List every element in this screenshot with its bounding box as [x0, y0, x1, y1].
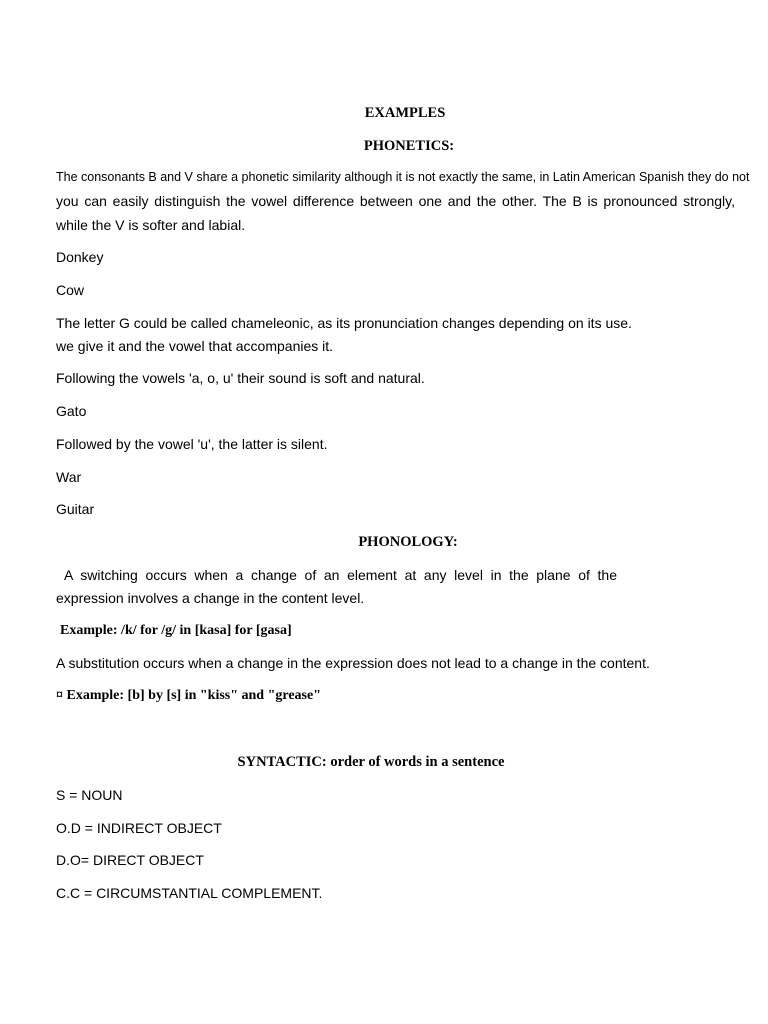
silent-u-line: Followed by the vowel 'u', the latter is silent. — [56, 436, 328, 452]
switching-line-2: expression involves a change in the content level. — [56, 590, 365, 606]
page-title: EXAMPLES — [364, 105, 446, 121]
letter-g-line-1: The letter G could be called chameleonic, as its pronunciation changes depending on its use. — [56, 315, 632, 331]
soft-vowels-line: Following the vowels 'a, o, u' their sound is soft and natural. — [56, 370, 425, 386]
example-word-cow: Cow — [56, 282, 85, 298]
phonology-example-1: Example: /k/ for /g/ in [kasa] for [gasa] — [60, 623, 292, 638]
letter-g-line-2: we give it and the vowel that accompanies it. — [56, 338, 334, 354]
example-word-guitar: Guitar — [56, 501, 95, 517]
switching-line-1: A switching occurs when a change of an element at any level in the plane of the — [64, 567, 617, 583]
example-word-donkey: Donkey — [56, 249, 104, 265]
example-word-gato: Gato — [56, 403, 87, 419]
syntactic-item: O.D = INDIRECT OBJECT — [56, 820, 222, 836]
syntactic-item: C.C = CIRCUMSTANTIAL COMPLEMENT. — [56, 885, 323, 901]
syntactic-item: D.O= DIRECT OBJECT — [56, 852, 204, 868]
phonetics-intro-line-3: while the V is softer and labial. — [56, 217, 246, 233]
phonology-example-2: ¤ Example: [b] by [s] in "kiss" and "grease" — [56, 688, 321, 703]
phonetics-intro-line-1: The consonants B and V share a phonetic similarity although it is not exactly the same, in Latin American Spanish they do not — [56, 170, 750, 184]
phonetics-intro-line-2: you can easily distinguish the vowel difference between one and the other. The B is pronounced strongly, — [56, 193, 735, 209]
substitution-line: A substitution occurs when a change in the expression does not lead to a change in the content. — [56, 655, 650, 671]
syntactic-item: S = NOUN — [56, 787, 123, 803]
phonology-heading: PHONOLOGY: — [358, 534, 458, 550]
phonetics-heading: PHONETICS: — [363, 138, 455, 154]
example-word-war: War — [56, 469, 82, 485]
syntactic-heading: SYNTACTIC: order of words in a sentence — [237, 754, 505, 770]
